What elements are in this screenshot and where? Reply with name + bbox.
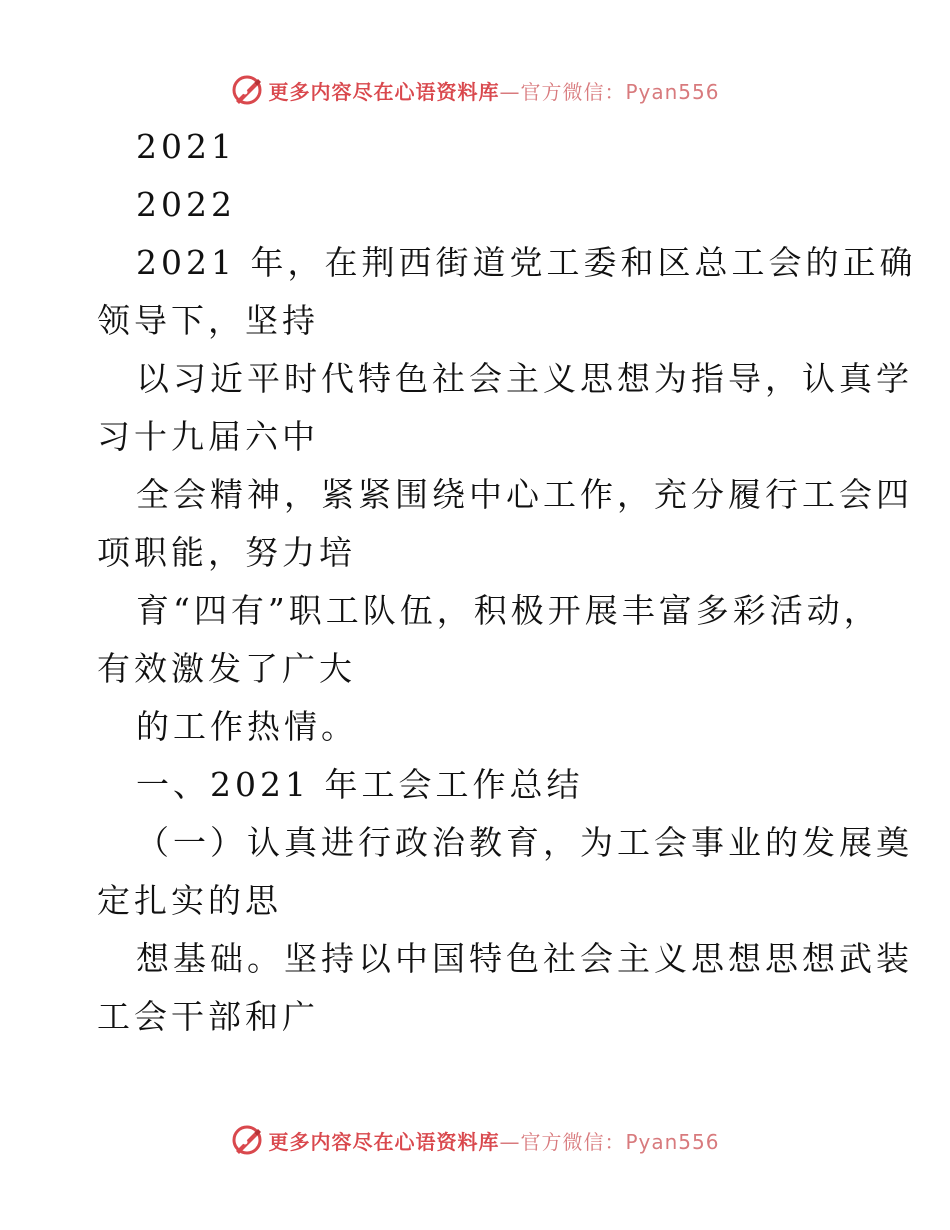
text-line: 以习近平时代特色社会主义思想为指导，认真学 [136,359,913,398]
document-body [97,118,917,1046]
text-line: 有效激发了广大 [97,649,356,688]
pen-logo-icon [230,73,264,107]
text-line: 习十九届六中 [97,417,319,456]
banner-main-text: 更多内容尽在心语资料库 [268,79,500,104]
banner-main-text: 更多内容尽在心语资料库 [268,1129,500,1154]
text-line: （一）认真进行政治教育，为工会事业的发展奠 [136,823,913,862]
text-line: 2022 [136,185,236,224]
text-line: 全会精神，紧紧围绕中心工作，充分履行工会四 [136,475,913,514]
text-line: 领导下，坚持 [97,301,319,340]
text-line: 2021 年，在荆西街道党工委和区总工会的正确 [136,243,917,282]
section-heading: 一、2021 年工会工作总结 [136,765,584,804]
text-line: 项职能，努力培 [97,533,356,572]
text-line: 2021 [136,127,236,166]
text-line: 工会干部和广 [97,997,319,1036]
footer-banner [0,1120,950,1160]
text-line: 的工作热情。 [136,707,358,746]
pen-logo-icon [230,1123,264,1157]
banner-sub-text: —官方微信：Pyan556 [499,79,720,104]
text-line: 育“四有”职工队伍，积极开展丰富多彩活动， [136,591,881,630]
header-banner [0,70,950,110]
text-line: 想基础。坚持以中国特色社会主义思想思想武装 [136,939,913,978]
text-line: 定扎实的思 [97,881,282,920]
banner-sub-text: —官方微信：Pyan556 [499,1129,720,1154]
